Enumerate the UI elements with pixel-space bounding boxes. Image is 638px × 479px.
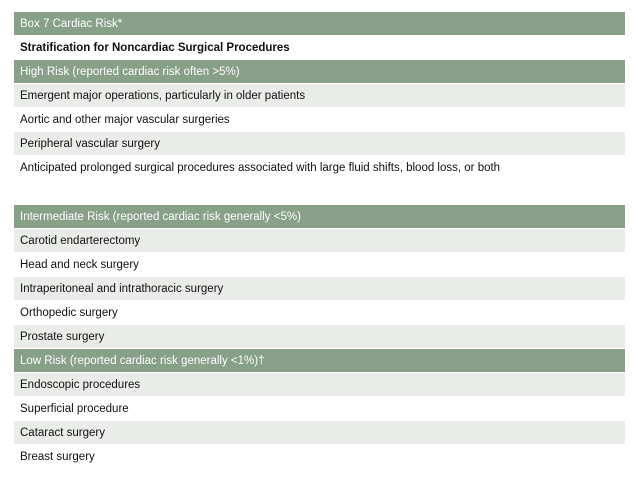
high-risk-item: Peripheral vascular surgery xyxy=(14,132,625,156)
cardiac-risk-table xyxy=(14,12,625,469)
box-title: Box 7 Cardiac Risk* xyxy=(14,12,625,36)
intermediate-risk-item: Intraperitoneal and intrathoracic surgery xyxy=(14,277,625,301)
intermediate-risk-header: Intermediate Risk (reported cardiac risk generally <5%) xyxy=(14,205,625,229)
box-subtitle: Stratification for Noncardiac Surgical Procedures xyxy=(14,36,625,60)
high-risk-item: Anticipated prolonged surgical procedures associated with large fluid shifts, blood loss, or both xyxy=(14,156,625,180)
high-risk-item: Aortic and other major vascular surgeries xyxy=(14,108,625,132)
high-risk-header: High Risk (reported cardiac risk often >5%) xyxy=(14,60,625,84)
intermediate-risk-item: Head and neck surgery xyxy=(14,253,625,277)
low-risk-item: Endoscopic procedures xyxy=(14,373,625,397)
low-risk-item: Superficial procedure xyxy=(14,397,625,421)
intermediate-risk-item: Prostate surgery xyxy=(14,325,625,349)
low-risk-item: Cataract surgery xyxy=(14,421,625,445)
intermediate-risk-item: Orthopedic surgery xyxy=(14,301,625,325)
low-risk-item: Breast surgery xyxy=(14,445,625,469)
intermediate-risk-item: Carotid endarterectomy xyxy=(14,229,625,253)
low-risk-header: Low Risk (reported cardiac risk generally <1%)† xyxy=(14,349,625,373)
section-spacer xyxy=(14,180,625,205)
high-risk-item: Emergent major operations, particularly in older patients xyxy=(14,84,625,108)
